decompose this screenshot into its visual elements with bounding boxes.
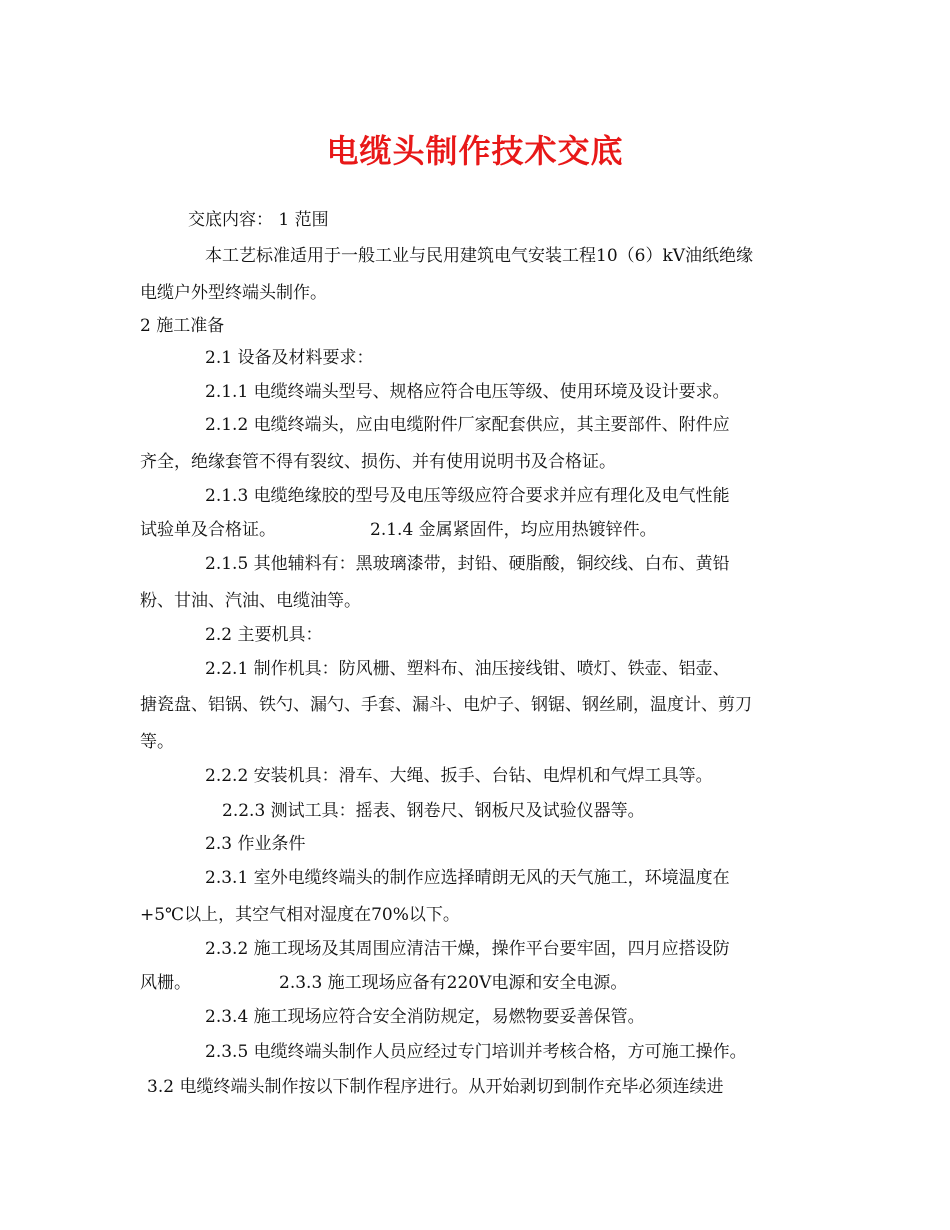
text-line: 粉、甘油、汽油、电缆油等。 (140, 591, 361, 611)
text-line: 2.3.1 室外电缆终端头的制作应选择晴朗无风的天气施工，环境温度在 (205, 868, 730, 888)
text-line: 齐全，绝缘套管不得有裂纹、损伤、并有使用说明书及合格证。 (140, 452, 616, 472)
text-line: 2.1.3 电缆绝缘胶的型号及电压等级应符合要求并应有理化及电气性能 (205, 486, 730, 506)
text-line: 2.1.1 电缆终端头型号、规格应符合电压等级、使用环境及设计要求。 (205, 382, 730, 402)
text-line: 2.1 设备及材料要求： (205, 348, 374, 368)
text-line: 风栅。 (140, 973, 191, 993)
text-line: 2.2.3 测试工具：摇表、钢卷尺、钢板尺及试验仪器等。 (222, 801, 645, 821)
text-line: 2.2.1 制作机具：防风栅、塑料布、油压接线钳、喷灯、铁壶、铝壶、 (205, 659, 730, 679)
text-line: 2.1.2 电缆终端头，应由电缆附件厂家配套供应，其主要部件、附件应 (205, 415, 730, 435)
text-line: 电缆户外型终端头制作。 (140, 283, 327, 303)
text-line: +5℃以上，其空气相对湿度在70%以下。 (140, 905, 460, 925)
document-title: 电缆头制作技术交底 (326, 132, 624, 170)
text-line: 2.1.5 其他辅料有：黑玻璃漆带，封铅、硬脂酸，铜绞线、白布、黄铅 (205, 554, 730, 574)
text-line: 2.3.5 电缆终端头制作人员应经过专门培训并考核合格，方可施工操作。 (205, 1042, 747, 1062)
text-line: 试验单及合格证。 (140, 520, 276, 540)
text-line: 2.2 主要机具： (205, 625, 323, 645)
text-line: 交底内容： 1 范围 (188, 210, 329, 230)
text-line: 2.3.3 施工现场应备有220V电源和安全电源。 (279, 973, 628, 993)
text-line: 本工艺标准适用于一般工业与民用建筑电气安装工程10（6）kV油纸绝缘 (205, 246, 754, 266)
text-line: 2.3.4 施工现场应符合安全消防规定，易燃物要妥善保管。 (205, 1007, 645, 1027)
text-line: 2.2.2 安装机具：滑车、大绳、扳手、台钻、电焊机和气焊工具等。 (205, 766, 713, 786)
text-line: 3.2 电缆终端头制作按以下制作程序进行。从开始剥切到制作充毕必须连续进 (147, 1077, 724, 1097)
text-line: 搪瓷盘、铝锅、铁勺、漏勺、手套、漏斗、电炉子、钢锯、钢丝刷，温度计、剪刀 (140, 695, 752, 715)
text-line: 2.3.2 施工现场及其周围应清洁干燥，操作平台要牢固，四月应搭设防 (205, 939, 730, 959)
text-line: 等。 (140, 732, 174, 752)
text-line: 2.1.4 金属紧固件，均应用热镀锌件。 (370, 520, 657, 540)
text-line: 2 施工准备 (140, 316, 225, 336)
text-line: 2.3 作业条件 (205, 834, 306, 854)
